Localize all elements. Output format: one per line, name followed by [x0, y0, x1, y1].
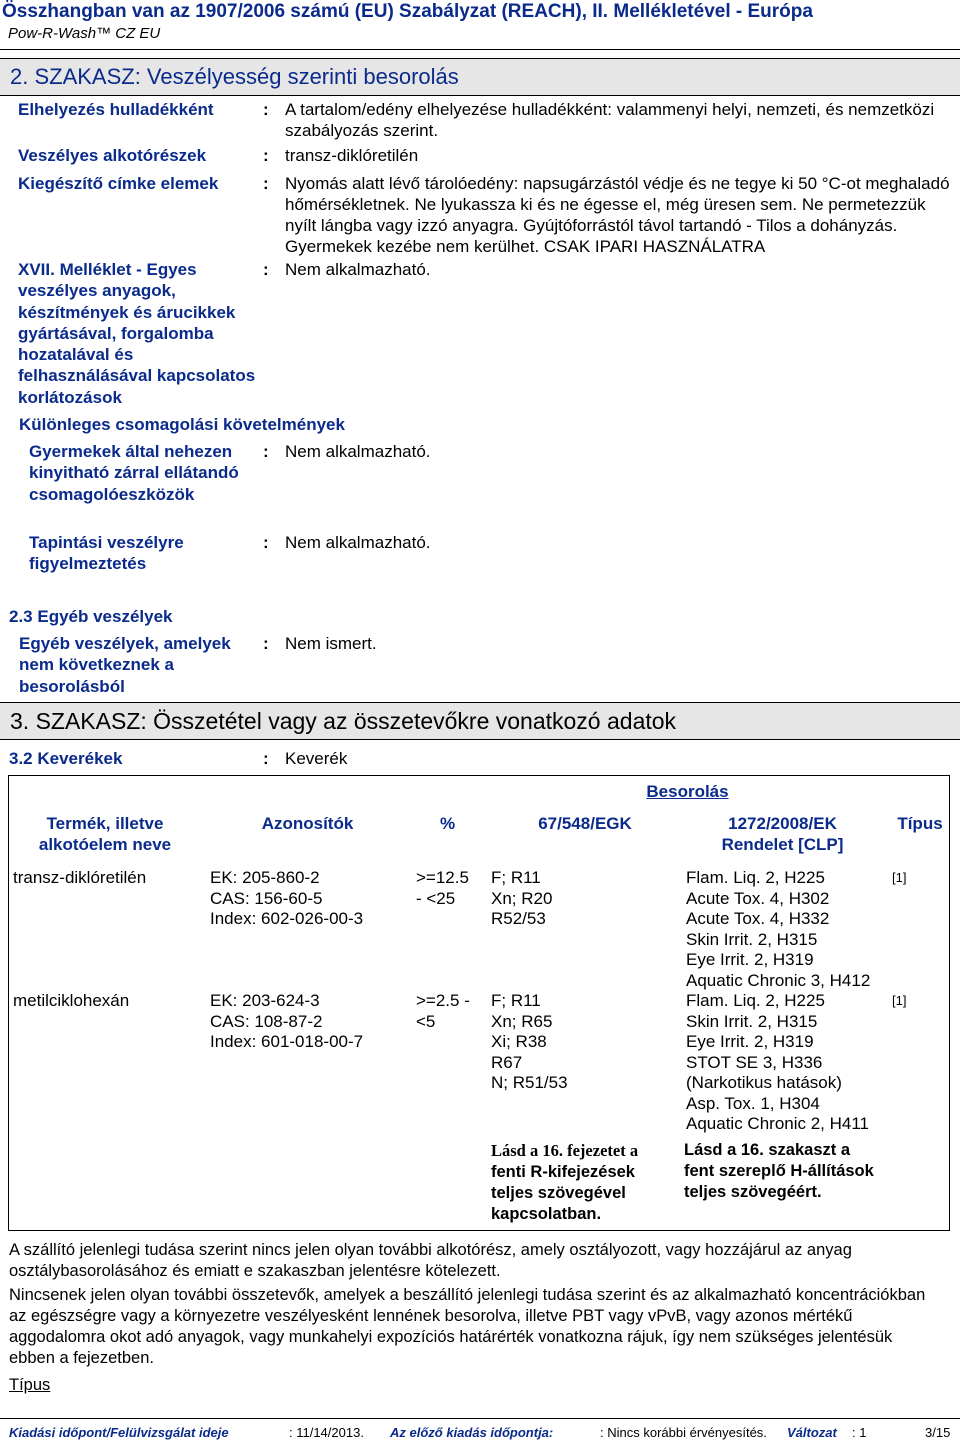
- ec-number: EK: 203-624-3: [210, 991, 320, 1010]
- section-3-title: 3. SZAKASZ: Összetétel vagy az összetevőkre vonatkozó adatok: [10, 708, 677, 734]
- clp-item: Eye Irrit. 2, H319: [686, 1032, 814, 1051]
- identifiers-cell: [210, 868, 363, 930]
- clp-item: STOT SE 3, H336: [686, 1052, 823, 1072]
- type-cell: [1]: [892, 870, 907, 885]
- dsd-item: N; R51/53: [491, 1073, 568, 1092]
- colon: :: [263, 100, 269, 119]
- version-value: : 1: [852, 1425, 867, 1440]
- dsd-footnote-lead: Lásd a 16. fejezetet a: [491, 1141, 639, 1160]
- percent-cell: [416, 868, 469, 909]
- dsd-item: Xn; R20: [491, 888, 553, 908]
- dsd-classification-cell: [491, 868, 552, 930]
- document-regulation-title: Összhangban van az 1907/2006 számú (EU) Szabályzat (REACH), II. Mellékletével - Európa: [2, 1, 813, 22]
- previous-issue-value: : Nincs korábbi érvényesítés.: [600, 1425, 767, 1440]
- clp-item: Aquatic Chronic 2, H411: [686, 1114, 870, 1133]
- index-number: Index: 602-026-00-3: [210, 909, 364, 928]
- clp-item: Skin Irrit. 2, H315: [686, 929, 818, 949]
- supplemental-label-elements-label: Kiegészítő címke elemek: [18, 174, 219, 193]
- dsd-item: F; R11: [491, 868, 541, 887]
- disposal-label: Elhelyezés hulladékként: [18, 100, 214, 119]
- issue-date-value: : 11/14/2013.: [289, 1425, 364, 1440]
- mixtures-label: 3.2 Keverékek: [9, 749, 123, 768]
- col-header-percent: %: [439, 814, 456, 833]
- clp-item: Flam. Liq. 2, H225: [686, 868, 825, 887]
- classification-group-header: Besorolás: [646, 782, 729, 801]
- percent-cell: [416, 991, 470, 1032]
- other-hazards-value: Nem ismert.: [285, 634, 377, 653]
- col-header-type: Típus: [897, 814, 943, 833]
- clp-item: Flam. Liq. 2, H225: [686, 991, 825, 1010]
- type-link[interactable]: Típus: [9, 1376, 51, 1394]
- identifiers-cell: [210, 991, 363, 1053]
- colon: :: [263, 146, 269, 165]
- clp-footnote: Lásd a 16. szakaszt a fent szereplő H-állítások teljes szövegéért.: [684, 1141, 874, 1201]
- percent-range: - <25: [416, 888, 456, 908]
- col-header-clp: 1272/2008/EK Rendelet [CLP]: [721, 814, 844, 854]
- colon: :: [263, 260, 269, 279]
- issue-date-label: Kiadási időpont/Felülvizsgálat ideje: [9, 1425, 229, 1440]
- index-number: Index: 601-018-00-7: [210, 1032, 364, 1051]
- annex-xvii-value: Nem alkalmazható.: [285, 260, 431, 279]
- hazardous-components-label: Veszélyes alkotórészek: [18, 146, 207, 165]
- clp-item: Aquatic Chronic 3, H412: [686, 970, 871, 990]
- clp-item: (Narkotikus hatások): [686, 1073, 842, 1092]
- special-packaging-heading: Különleges csomagolási követelmények: [19, 415, 345, 434]
- colon: :: [263, 634, 269, 653]
- percent-range: >=12.5: [416, 868, 469, 887]
- clp-classification-cell: [686, 991, 869, 1135]
- clp-item: Acute Tox. 4, H302: [686, 888, 830, 908]
- dsd-item: R67: [491, 1052, 523, 1072]
- col-header-identifiers: Azonosítók: [261, 814, 354, 833]
- other-hazards-label: Egyéb veszélyek, amelyek nem következnek a besorolásból: [19, 634, 231, 696]
- version-label: Változat: [787, 1425, 837, 1440]
- supplemental-label-elements-value: Nyomás alatt lévő tárolóedény: napsugárzástól védje és ne tegye ki 50 °C-ot meghaladó hőmérsékletnek. Ne lyukassza ki és ne égesse el, még üresen sem. Ne permetezzük nyílt lángba vagy izzó anyagra. Gyújtóforrástól távol tartandó - Tilos a dohányzás. Gyermekek kezébe nem kerülhet. CSAK IPARI HASZNÁLATRA: [285, 174, 950, 256]
- section-2-title: 2. SZAKASZ: Veszélyesség szerinti besorolás: [10, 64, 459, 89]
- product-name: Pow-R-Wash™ CZ EU: [8, 25, 161, 42]
- dsd-item: R52/53: [491, 909, 546, 928]
- child-resistant-label: Gyermekek által nehezen kinyitható zárral ellátandó csomagolóeszközök: [29, 442, 239, 504]
- ec-number: EK: 205-860-2: [210, 868, 320, 887]
- component-name: metilciklohexán: [13, 991, 130, 1010]
- dsd-item: Xn; R65: [491, 1011, 553, 1031]
- tactile-warning-label: Tapintási veszélyre figyelmeztetés: [29, 533, 184, 574]
- dsd-item: Xi; R38: [491, 1032, 547, 1051]
- percent-range: <5: [416, 1011, 436, 1031]
- no-other-components-paragraph: A szállító jelenlegi tudása szerint nincs jelen olyan további alkotórész, amely osztályozott, vagy hozzájárul az anyag osztálybasorolásához és emiatt e szakaszban jelentésre kötelezett.: [9, 1241, 852, 1280]
- component-name: transz-diklóretilén: [13, 868, 147, 887]
- cas-number: CAS: 108-87-2: [210, 1011, 323, 1031]
- footer-divider: [0, 1418, 960, 1419]
- clp-item: Acute Tox. 4, H332: [686, 909, 830, 928]
- colon: :: [263, 442, 269, 461]
- header-divider: [0, 49, 960, 50]
- tactile-warning-value: Nem alkalmazható.: [285, 533, 431, 552]
- hazardous-components-value: transz-diklóretilén: [285, 146, 419, 165]
- page-number: 3/15: [925, 1425, 951, 1440]
- clp-classification-cell: [686, 868, 870, 991]
- dsd-classification-cell: [491, 991, 568, 1094]
- dsd-footnote-rest: fenti R-kifejezések teljes szövegével kapcsolatban.: [491, 1163, 635, 1223]
- colon: :: [263, 533, 269, 552]
- clp-item: Asp. Tox. 1, H304: [686, 1093, 820, 1113]
- type-cell: [1]: [892, 993, 907, 1008]
- dsd-item: F; R11: [491, 991, 541, 1010]
- disposal-value: A tartalom/edény elhelyezése hulladékként: valammenyi helyi, nemzeti, és nemzetközi szabályozás szerint.: [285, 100, 935, 140]
- clp-item: Skin Irrit. 2, H315: [686, 1011, 818, 1031]
- no-additional-ingredients-paragraph: Nincsenek jelen olyan további összetevők, amelyek a beszállító jelenlegi tudása szerint és az alkalmazható koncentrációkban az egészségre vagy a környezetre veszélyesként lennének besorolva, illetve PBT vagy vPvB, vagy azonos mértékű aggodalomra okot adó anyagok, vagy munkahelyi expozíciós határérték vonatkozna rájuk, így nem szükséges jelentésük ebben a fejezetben.: [9, 1286, 926, 1367]
- mixtures-value: Keverék: [285, 749, 348, 768]
- cas-number: CAS: 156-60-5: [210, 888, 323, 908]
- clp-item: Eye Irrit. 2, H319: [686, 950, 814, 969]
- colon: :: [263, 749, 269, 768]
- colon: :: [263, 174, 269, 193]
- child-resistant-value: Nem alkalmazható.: [285, 442, 431, 461]
- col-header-dsd: 67/548/EGK: [538, 814, 632, 833]
- other-hazards-heading: 2.3 Egyéb veszélyek: [9, 607, 173, 626]
- dsd-footnote: [491, 1140, 671, 1225]
- percent-range: >=2.5 -: [416, 991, 470, 1010]
- annex-xvii-label: XVII. Melléklet - Egyes veszélyes anyagok, készítmények és árucikkek gyártásával, forgalomba hozatalával és felhasználásával kapcsolatos korlátozások: [18, 260, 256, 407]
- col-header-name: Termék, illetve alkotóelem neve: [38, 814, 172, 854]
- previous-issue-label: Az előző kiadás időpontja:: [390, 1425, 554, 1440]
